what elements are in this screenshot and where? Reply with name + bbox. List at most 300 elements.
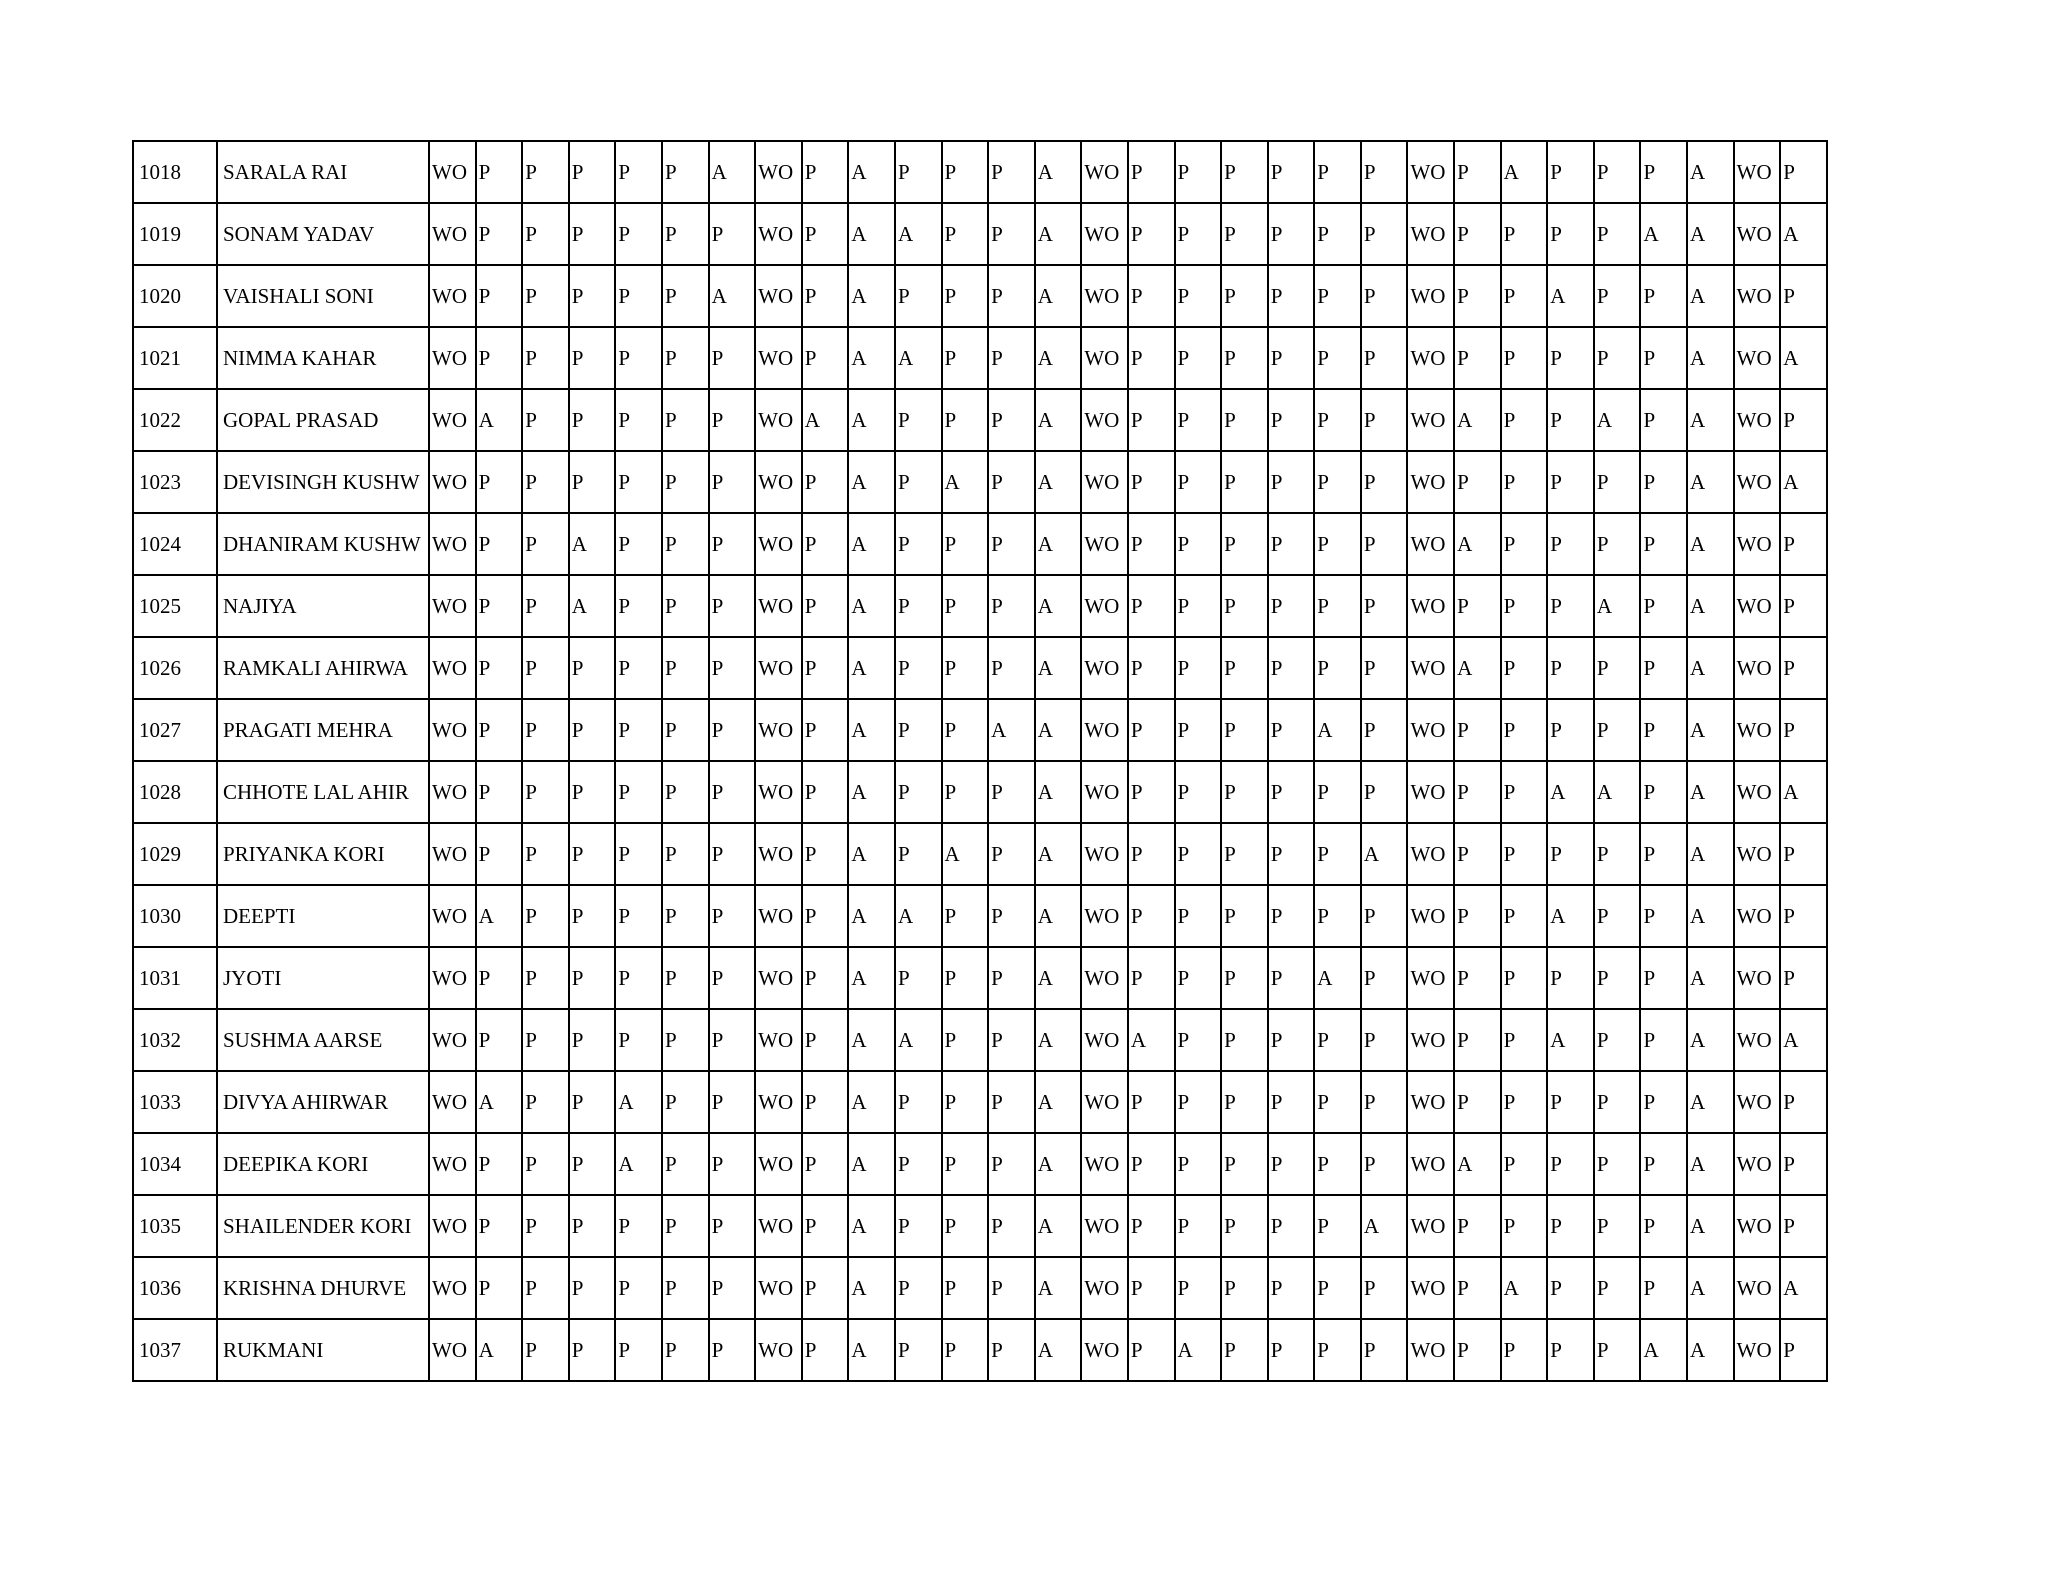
attendance-cell: P <box>615 699 662 761</box>
attendance-cell: P <box>942 141 989 203</box>
attendance-cell: P <box>1454 1071 1501 1133</box>
attendance-cell: WO <box>1734 327 1781 389</box>
attendance-cell: P <box>1268 699 1315 761</box>
attendance-cell: A <box>1594 761 1641 823</box>
attendance-cell: A <box>476 389 523 451</box>
attendance-cell: P <box>988 1319 1035 1381</box>
attendance-cell: WO <box>1734 1319 1781 1381</box>
attendance-cell: P <box>615 1319 662 1381</box>
attendance-cell: WO <box>429 389 476 451</box>
employee-id-cell: 1035 <box>133 1195 217 1257</box>
attendance-cell: P <box>569 1009 616 1071</box>
attendance-cell: A <box>848 1257 895 1319</box>
attendance-cell: P <box>802 1071 849 1133</box>
attendance-cell: A <box>848 1071 895 1133</box>
attendance-cell: WO <box>755 1319 802 1381</box>
attendance-cell: P <box>569 885 616 947</box>
attendance-cell: P <box>1314 1009 1361 1071</box>
attendance-cell: P <box>1314 823 1361 885</box>
attendance-cell: WO <box>1734 141 1781 203</box>
attendance-cell: A <box>476 1071 523 1133</box>
attendance-cell: WO <box>755 389 802 451</box>
attendance-cell: WO <box>1734 823 1781 885</box>
attendance-cell: P <box>476 823 523 885</box>
attendance-cell: P <box>1780 513 1827 575</box>
attendance-cell: P <box>1501 1009 1548 1071</box>
attendance-cell: P <box>1221 141 1268 203</box>
attendance-cell: P <box>709 513 756 575</box>
attendance-cell: P <box>988 823 1035 885</box>
attendance-cell: A <box>1175 1319 1222 1381</box>
attendance-cell: P <box>1501 451 1548 513</box>
attendance-cell: P <box>569 203 616 265</box>
attendance-cell: P <box>1175 389 1222 451</box>
attendance-cell: A <box>848 327 895 389</box>
attendance-cell: WO <box>1734 513 1781 575</box>
attendance-cell: P <box>522 823 569 885</box>
attendance-cell: P <box>1314 575 1361 637</box>
attendance-cell: A <box>1035 823 1082 885</box>
table-row <box>133 1071 1827 1133</box>
attendance-cell: P <box>802 699 849 761</box>
attendance-cell: P <box>1128 513 1175 575</box>
employee-name-cell: CHHOTE LAL AHIR <box>217 761 429 823</box>
attendance-cell: WO <box>1407 1319 1454 1381</box>
attendance-cell: P <box>522 1319 569 1381</box>
attendance-cell: P <box>1594 1319 1641 1381</box>
attendance-cell: P <box>1314 1195 1361 1257</box>
attendance-table-body <box>133 141 1827 1381</box>
attendance-cell: WO <box>755 1009 802 1071</box>
attendance-cell: P <box>1547 141 1594 203</box>
attendance-cell: P <box>709 761 756 823</box>
attendance-cell: P <box>615 327 662 389</box>
attendance-cell: P <box>1594 327 1641 389</box>
attendance-cell: P <box>1221 451 1268 513</box>
attendance-cell: P <box>1547 637 1594 699</box>
attendance-cell: P <box>988 451 1035 513</box>
attendance-cell: P <box>476 761 523 823</box>
employee-id-cell: 1029 <box>133 823 217 885</box>
attendance-cell: A <box>709 265 756 327</box>
attendance-cell: P <box>1268 265 1315 327</box>
attendance-cell: WO <box>1081 451 1128 513</box>
attendance-cell: P <box>895 575 942 637</box>
attendance-cell: P <box>802 203 849 265</box>
attendance-cell: P <box>1175 265 1222 327</box>
attendance-cell: WO <box>1407 513 1454 575</box>
attendance-cell: P <box>662 1071 709 1133</box>
attendance-cell: P <box>1128 885 1175 947</box>
employee-id-cell: 1024 <box>133 513 217 575</box>
attendance-cell: P <box>1547 1195 1594 1257</box>
attendance-cell: A <box>1687 203 1734 265</box>
attendance-cell: P <box>1640 575 1687 637</box>
attendance-cell: P <box>1640 1071 1687 1133</box>
attendance-cell: P <box>1221 265 1268 327</box>
attendance-cell: P <box>1594 1257 1641 1319</box>
attendance-cell: P <box>569 1071 616 1133</box>
attendance-cell: P <box>1361 575 1408 637</box>
attendance-cell: P <box>1221 1195 1268 1257</box>
attendance-cell: P <box>802 327 849 389</box>
attendance-cell: P <box>1547 1257 1594 1319</box>
attendance-cell: P <box>1640 1009 1687 1071</box>
attendance-cell: P <box>1268 885 1315 947</box>
attendance-cell: WO <box>1407 327 1454 389</box>
attendance-cell: P <box>522 885 569 947</box>
attendance-cell: WO <box>755 203 802 265</box>
attendance-cell: WO <box>429 823 476 885</box>
table-row <box>133 1009 1827 1071</box>
attendance-cell: WO <box>1081 203 1128 265</box>
attendance-cell: P <box>988 1009 1035 1071</box>
attendance-cell: WO <box>429 575 476 637</box>
attendance-cell: P <box>1128 823 1175 885</box>
attendance-cell: P <box>1501 885 1548 947</box>
attendance-cell: P <box>988 1071 1035 1133</box>
attendance-cell: WO <box>1081 761 1128 823</box>
attendance-cell: P <box>522 1071 569 1133</box>
attendance-cell: A <box>848 575 895 637</box>
employee-name-cell: PRIYANKA KORI <box>217 823 429 885</box>
attendance-cell: P <box>1361 885 1408 947</box>
attendance-cell: WO <box>1407 947 1454 1009</box>
attendance-cell: P <box>1175 451 1222 513</box>
attendance-cell: WO <box>1734 451 1781 513</box>
attendance-cell: A <box>1035 1195 1082 1257</box>
attendance-cell: WO <box>755 761 802 823</box>
attendance-cell: P <box>1640 327 1687 389</box>
attendance-cell: WO <box>1407 265 1454 327</box>
attendance-cell: P <box>1221 1257 1268 1319</box>
attendance-cell: P <box>1175 1257 1222 1319</box>
attendance-cell: A <box>848 389 895 451</box>
attendance-cell: P <box>1175 327 1222 389</box>
attendance-cell: WO <box>1081 1133 1128 1195</box>
attendance-cell: P <box>942 699 989 761</box>
attendance-cell: P <box>1128 1195 1175 1257</box>
attendance-cell: P <box>1547 1133 1594 1195</box>
attendance-cell: P <box>1361 1071 1408 1133</box>
attendance-cell: P <box>1454 1319 1501 1381</box>
attendance-cell: P <box>942 575 989 637</box>
attendance-cell: P <box>1594 203 1641 265</box>
employee-name-cell: SARALA RAI <box>217 141 429 203</box>
attendance-cell: P <box>522 637 569 699</box>
attendance-cell: A <box>848 451 895 513</box>
attendance-cell: P <box>569 1195 616 1257</box>
attendance-cell: P <box>709 885 756 947</box>
employee-id-cell: 1034 <box>133 1133 217 1195</box>
attendance-cell: P <box>709 1133 756 1195</box>
attendance-cell: P <box>709 947 756 1009</box>
attendance-cell: A <box>895 1009 942 1071</box>
attendance-cell: P <box>942 1319 989 1381</box>
attendance-cell: A <box>1687 947 1734 1009</box>
attendance-cell: WO <box>1407 1133 1454 1195</box>
attendance-cell: WO <box>1407 141 1454 203</box>
attendance-cell: P <box>1501 823 1548 885</box>
table-row <box>133 823 1827 885</box>
attendance-cell: WO <box>1407 203 1454 265</box>
employee-id-cell: 1031 <box>133 947 217 1009</box>
attendance-cell: A <box>1035 575 1082 637</box>
employee-name-cell: VAISHALI SONI <box>217 265 429 327</box>
attendance-cell: A <box>1361 823 1408 885</box>
attendance-cell: A <box>1780 1257 1827 1319</box>
attendance-cell: P <box>522 451 569 513</box>
attendance-cell: P <box>615 947 662 1009</box>
attendance-cell: A <box>1501 141 1548 203</box>
attendance-cell: P <box>1501 761 1548 823</box>
attendance-cell: P <box>1175 761 1222 823</box>
attendance-cell: P <box>1175 1195 1222 1257</box>
attendance-cell: P <box>662 141 709 203</box>
attendance-cell: WO <box>1734 575 1781 637</box>
attendance-cell: P <box>1361 513 1408 575</box>
attendance-cell: WO <box>429 1319 476 1381</box>
attendance-cell: P <box>1361 637 1408 699</box>
attendance-cell: P <box>895 1133 942 1195</box>
attendance-cell: P <box>662 823 709 885</box>
attendance-cell: A <box>1687 699 1734 761</box>
attendance-cell: P <box>1221 327 1268 389</box>
employee-name-cell: SONAM YADAV <box>217 203 429 265</box>
employee-id-cell: 1019 <box>133 203 217 265</box>
employee-name-cell: DEEPIKA KORI <box>217 1133 429 1195</box>
table-row <box>133 637 1827 699</box>
attendance-cell: P <box>1175 823 1222 885</box>
attendance-cell: A <box>848 513 895 575</box>
table-row <box>133 451 1827 513</box>
attendance-cell: P <box>988 327 1035 389</box>
attendance-cell: P <box>942 1257 989 1319</box>
attendance-cell: P <box>615 575 662 637</box>
attendance-cell: A <box>1035 513 1082 575</box>
attendance-cell: P <box>802 265 849 327</box>
attendance-cell: P <box>1268 141 1315 203</box>
attendance-cell: P <box>1361 1133 1408 1195</box>
attendance-cell: P <box>569 1319 616 1381</box>
attendance-cell: A <box>848 141 895 203</box>
attendance-cell: P <box>1361 265 1408 327</box>
attendance-cell: P <box>1268 1319 1315 1381</box>
attendance-cell: P <box>1128 265 1175 327</box>
attendance-cell: WO <box>429 265 476 327</box>
attendance-cell: P <box>1454 575 1501 637</box>
attendance-cell: P <box>1175 575 1222 637</box>
attendance-cell: WO <box>429 1257 476 1319</box>
attendance-cell: A <box>1687 1009 1734 1071</box>
attendance-cell: A <box>1547 885 1594 947</box>
attendance-cell: P <box>615 265 662 327</box>
attendance-cell: A <box>1687 575 1734 637</box>
attendance-cell: P <box>1128 203 1175 265</box>
attendance-cell: A <box>1687 265 1734 327</box>
attendance-cell: P <box>942 1195 989 1257</box>
attendance-cell: A <box>615 1071 662 1133</box>
attendance-cell: P <box>1547 947 1594 1009</box>
attendance-cell: P <box>1314 1071 1361 1133</box>
attendance-cell: P <box>569 1133 616 1195</box>
attendance-cell: A <box>1780 203 1827 265</box>
attendance-cell: P <box>1640 637 1687 699</box>
attendance-cell: P <box>615 1257 662 1319</box>
attendance-cell: P <box>1547 513 1594 575</box>
attendance-cell: P <box>1594 1071 1641 1133</box>
attendance-cell: P <box>1547 327 1594 389</box>
attendance-cell: A <box>1128 1009 1175 1071</box>
attendance-cell: P <box>522 761 569 823</box>
attendance-cell: A <box>1640 203 1687 265</box>
attendance-cell: P <box>476 1195 523 1257</box>
attendance-cell: P <box>1501 637 1548 699</box>
attendance-cell: P <box>1640 885 1687 947</box>
attendance-cell: WO <box>429 1071 476 1133</box>
attendance-cell: P <box>522 699 569 761</box>
attendance-cell: WO <box>755 1071 802 1133</box>
attendance-cell: A <box>848 699 895 761</box>
attendance-cell: P <box>1268 513 1315 575</box>
attendance-cell: P <box>1268 1009 1315 1071</box>
employee-id-cell: 1020 <box>133 265 217 327</box>
attendance-cell: WO <box>429 451 476 513</box>
attendance-cell: P <box>1175 885 1222 947</box>
attendance-cell: P <box>569 761 616 823</box>
attendance-cell: P <box>1128 761 1175 823</box>
attendance-cell: P <box>615 637 662 699</box>
attendance-cell: P <box>802 761 849 823</box>
attendance-cell: P <box>1547 1319 1594 1381</box>
attendance-cell: P <box>709 1009 756 1071</box>
attendance-cell: WO <box>755 327 802 389</box>
attendance-cell: P <box>988 575 1035 637</box>
attendance-cell: P <box>1268 761 1315 823</box>
attendance-cell: P <box>988 885 1035 947</box>
attendance-cell: P <box>1128 1257 1175 1319</box>
attendance-cell: P <box>1454 823 1501 885</box>
attendance-cell: WO <box>1734 389 1781 451</box>
attendance-cell: A <box>1035 1257 1082 1319</box>
attendance-cell: P <box>709 1071 756 1133</box>
attendance-cell: WO <box>429 1133 476 1195</box>
attendance-cell: P <box>1594 947 1641 1009</box>
attendance-cell: A <box>848 823 895 885</box>
table-row <box>133 1133 1827 1195</box>
attendance-cell: P <box>522 265 569 327</box>
attendance-cell: WO <box>1407 823 1454 885</box>
attendance-cell: WO <box>429 1009 476 1071</box>
attendance-cell: P <box>1780 265 1827 327</box>
attendance-cell: P <box>1594 513 1641 575</box>
attendance-cell: A <box>1780 451 1827 513</box>
attendance-cell: WO <box>1081 699 1128 761</box>
attendance-cell: P <box>1268 203 1315 265</box>
attendance-cell: A <box>1454 389 1501 451</box>
attendance-cell: P <box>1454 451 1501 513</box>
attendance-cell: WO <box>429 141 476 203</box>
attendance-cell: P <box>1594 637 1641 699</box>
attendance-cell: P <box>895 451 942 513</box>
attendance-cell: A <box>1454 637 1501 699</box>
employee-id-cell: 1037 <box>133 1319 217 1381</box>
attendance-cell: P <box>1361 203 1408 265</box>
attendance-cell: P <box>1314 1133 1361 1195</box>
attendance-cell: P <box>476 637 523 699</box>
attendance-cell: WO <box>1081 1071 1128 1133</box>
attendance-cell: P <box>662 265 709 327</box>
attendance-cell: P <box>476 513 523 575</box>
attendance-cell: A <box>1035 699 1082 761</box>
attendance-cell: WO <box>1081 823 1128 885</box>
attendance-cell: P <box>615 141 662 203</box>
attendance-cell: P <box>1780 141 1827 203</box>
attendance-cell: A <box>1687 389 1734 451</box>
attendance-cell: P <box>615 451 662 513</box>
attendance-cell: A <box>848 885 895 947</box>
attendance-cell: WO <box>1734 1133 1781 1195</box>
table-row <box>133 203 1827 265</box>
attendance-table <box>132 140 1828 1382</box>
attendance-cell: P <box>1361 389 1408 451</box>
employee-id-cell: 1036 <box>133 1257 217 1319</box>
attendance-cell: P <box>895 513 942 575</box>
attendance-cell: P <box>988 141 1035 203</box>
attendance-cell: WO <box>755 265 802 327</box>
attendance-cell: P <box>569 327 616 389</box>
attendance-cell: P <box>802 575 849 637</box>
attendance-cell: WO <box>1407 637 1454 699</box>
attendance-cell: P <box>1501 699 1548 761</box>
attendance-cell: P <box>895 699 942 761</box>
attendance-cell: P <box>1454 141 1501 203</box>
attendance-cell: P <box>476 327 523 389</box>
employee-id-cell: 1022 <box>133 389 217 451</box>
table-row <box>133 699 1827 761</box>
attendance-cell: P <box>709 699 756 761</box>
attendance-cell: P <box>1780 699 1827 761</box>
attendance-cell: P <box>1640 1257 1687 1319</box>
table-row <box>133 575 1827 637</box>
attendance-cell: P <box>522 1257 569 1319</box>
attendance-cell: P <box>1780 823 1827 885</box>
attendance-cell: P <box>1361 1009 1408 1071</box>
attendance-cell: P <box>476 1257 523 1319</box>
attendance-cell: P <box>1175 203 1222 265</box>
attendance-cell: A <box>848 637 895 699</box>
attendance-cell: P <box>1128 575 1175 637</box>
attendance-cell: A <box>569 513 616 575</box>
attendance-cell: P <box>1594 699 1641 761</box>
attendance-cell: P <box>1594 141 1641 203</box>
attendance-cell: P <box>522 1009 569 1071</box>
attendance-cell: P <box>615 1009 662 1071</box>
attendance-cell: P <box>1175 699 1222 761</box>
attendance-cell: P <box>942 327 989 389</box>
attendance-cell: P <box>1454 265 1501 327</box>
attendance-cell: P <box>615 1195 662 1257</box>
attendance-cell: WO <box>755 699 802 761</box>
attendance-cell: P <box>709 1319 756 1381</box>
attendance-cell: P <box>522 327 569 389</box>
attendance-cell: P <box>1501 203 1548 265</box>
attendance-cell: P <box>1594 1009 1641 1071</box>
attendance-cell: P <box>1594 265 1641 327</box>
attendance-cell: A <box>988 699 1035 761</box>
attendance-cell: P <box>1780 947 1827 1009</box>
attendance-cell: WO <box>1081 141 1128 203</box>
